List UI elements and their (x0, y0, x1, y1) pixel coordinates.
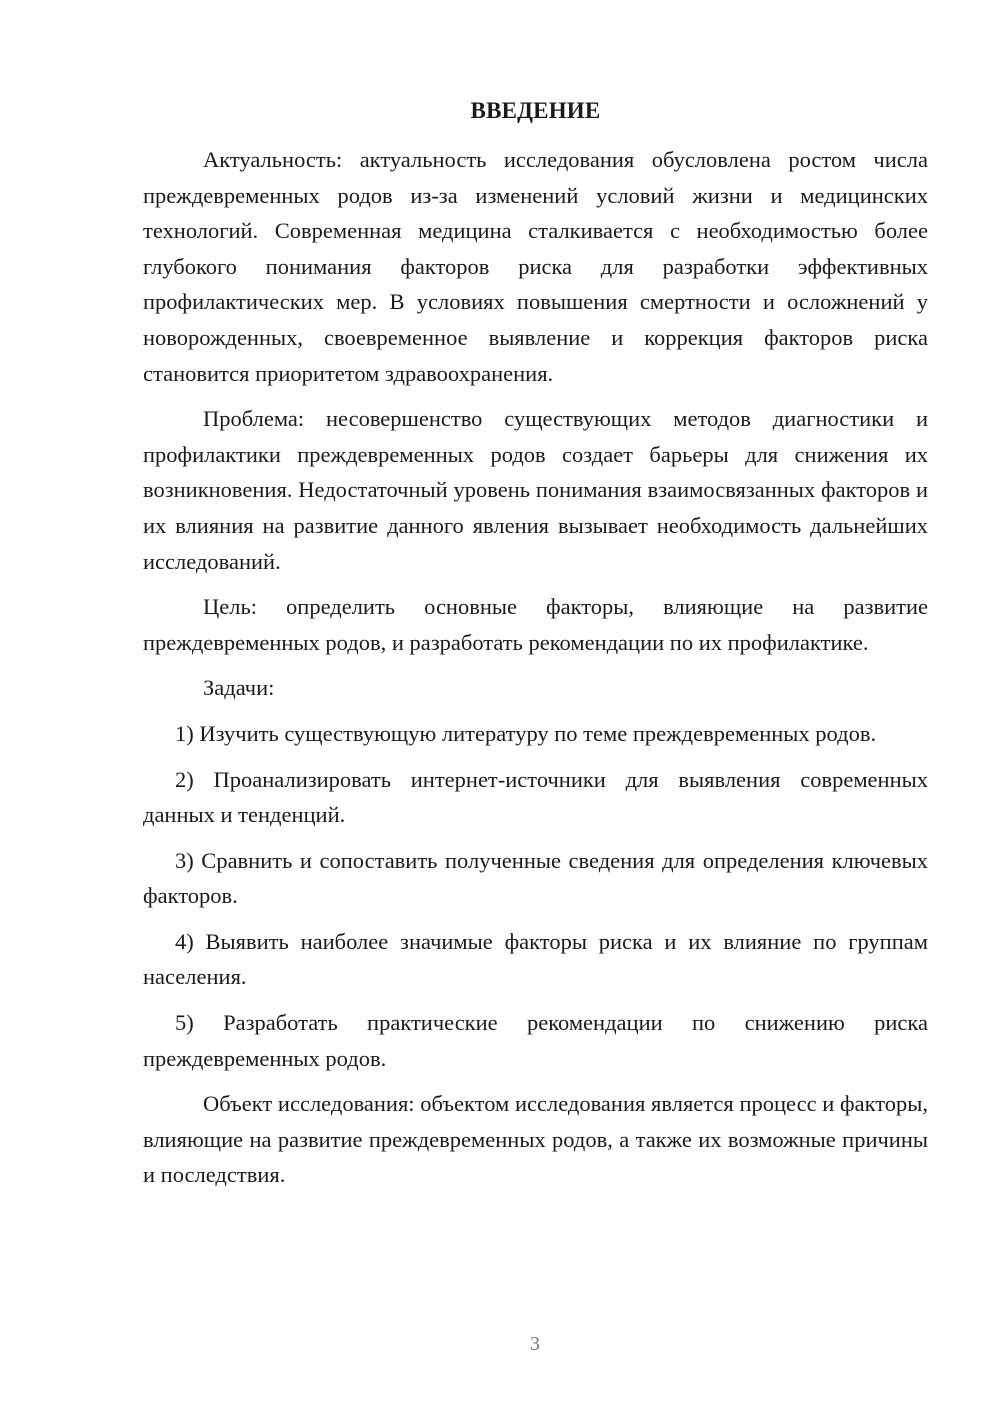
task-item-5: 5) Разработать практические рекомендации по снижению риска преждевременных родов. (143, 1010, 928, 1071)
paragraph-problem: Проблема: несовершенство существующих методов диагностики и профилактики преждевременных родов создает барьеры для снижения их возникновения. Недостаточный уровень понимания взаимосвязанных факторов и их влияния на развитие данного явления вызывает необходимость дальнейших исследований. (143, 406, 928, 574)
paragraph-goal: Цель: определить основные факторы, влияющие на развитие преждевременных родов, и разработать рекомендации по их профилактике. (143, 594, 928, 655)
tasks-label: Задачи: (203, 675, 275, 701)
task-item-1: 1) Изучить существующую литературу по теме преждевременных родов. (175, 720, 877, 746)
page-title: ВВЕДЕНИЕ (470, 98, 601, 123)
document-body (143, 142, 928, 1203)
task-item-4: 4) Выявить наиболее значимые факторы риска и их влияние по группам населения. (143, 928, 928, 990)
task-item-2: 2) Проанализировать интернет-источники для выявления современных данных и тенденций. (143, 766, 928, 828)
page-number: 3 (530, 1333, 540, 1355)
paragraph-object: Объект исследования: объектом исследования является процесс и факторы, влияющие на развитие преждевременных родов, а также их возможные причины и последствия. (143, 1091, 928, 1188)
paragraph-relevance: Актуальность: актуальность исследования обусловлена ростом числа преждевременных родов из-за изменений условий жизни и медицинских технологий. Современная медицина сталкивается с необходимостью более глубокого понимания факторов риска для разработки эффективных профилактических мер. В условиях повышения смертности и осложнений у новорожденных, своевременное выявление и коррекция факторов риска становится приоритетом здравоохранения. (143, 147, 928, 386)
task-item-3: 3) Сравнить и сопоставить полученные сведения для определения ключевых факторов. (143, 847, 928, 909)
